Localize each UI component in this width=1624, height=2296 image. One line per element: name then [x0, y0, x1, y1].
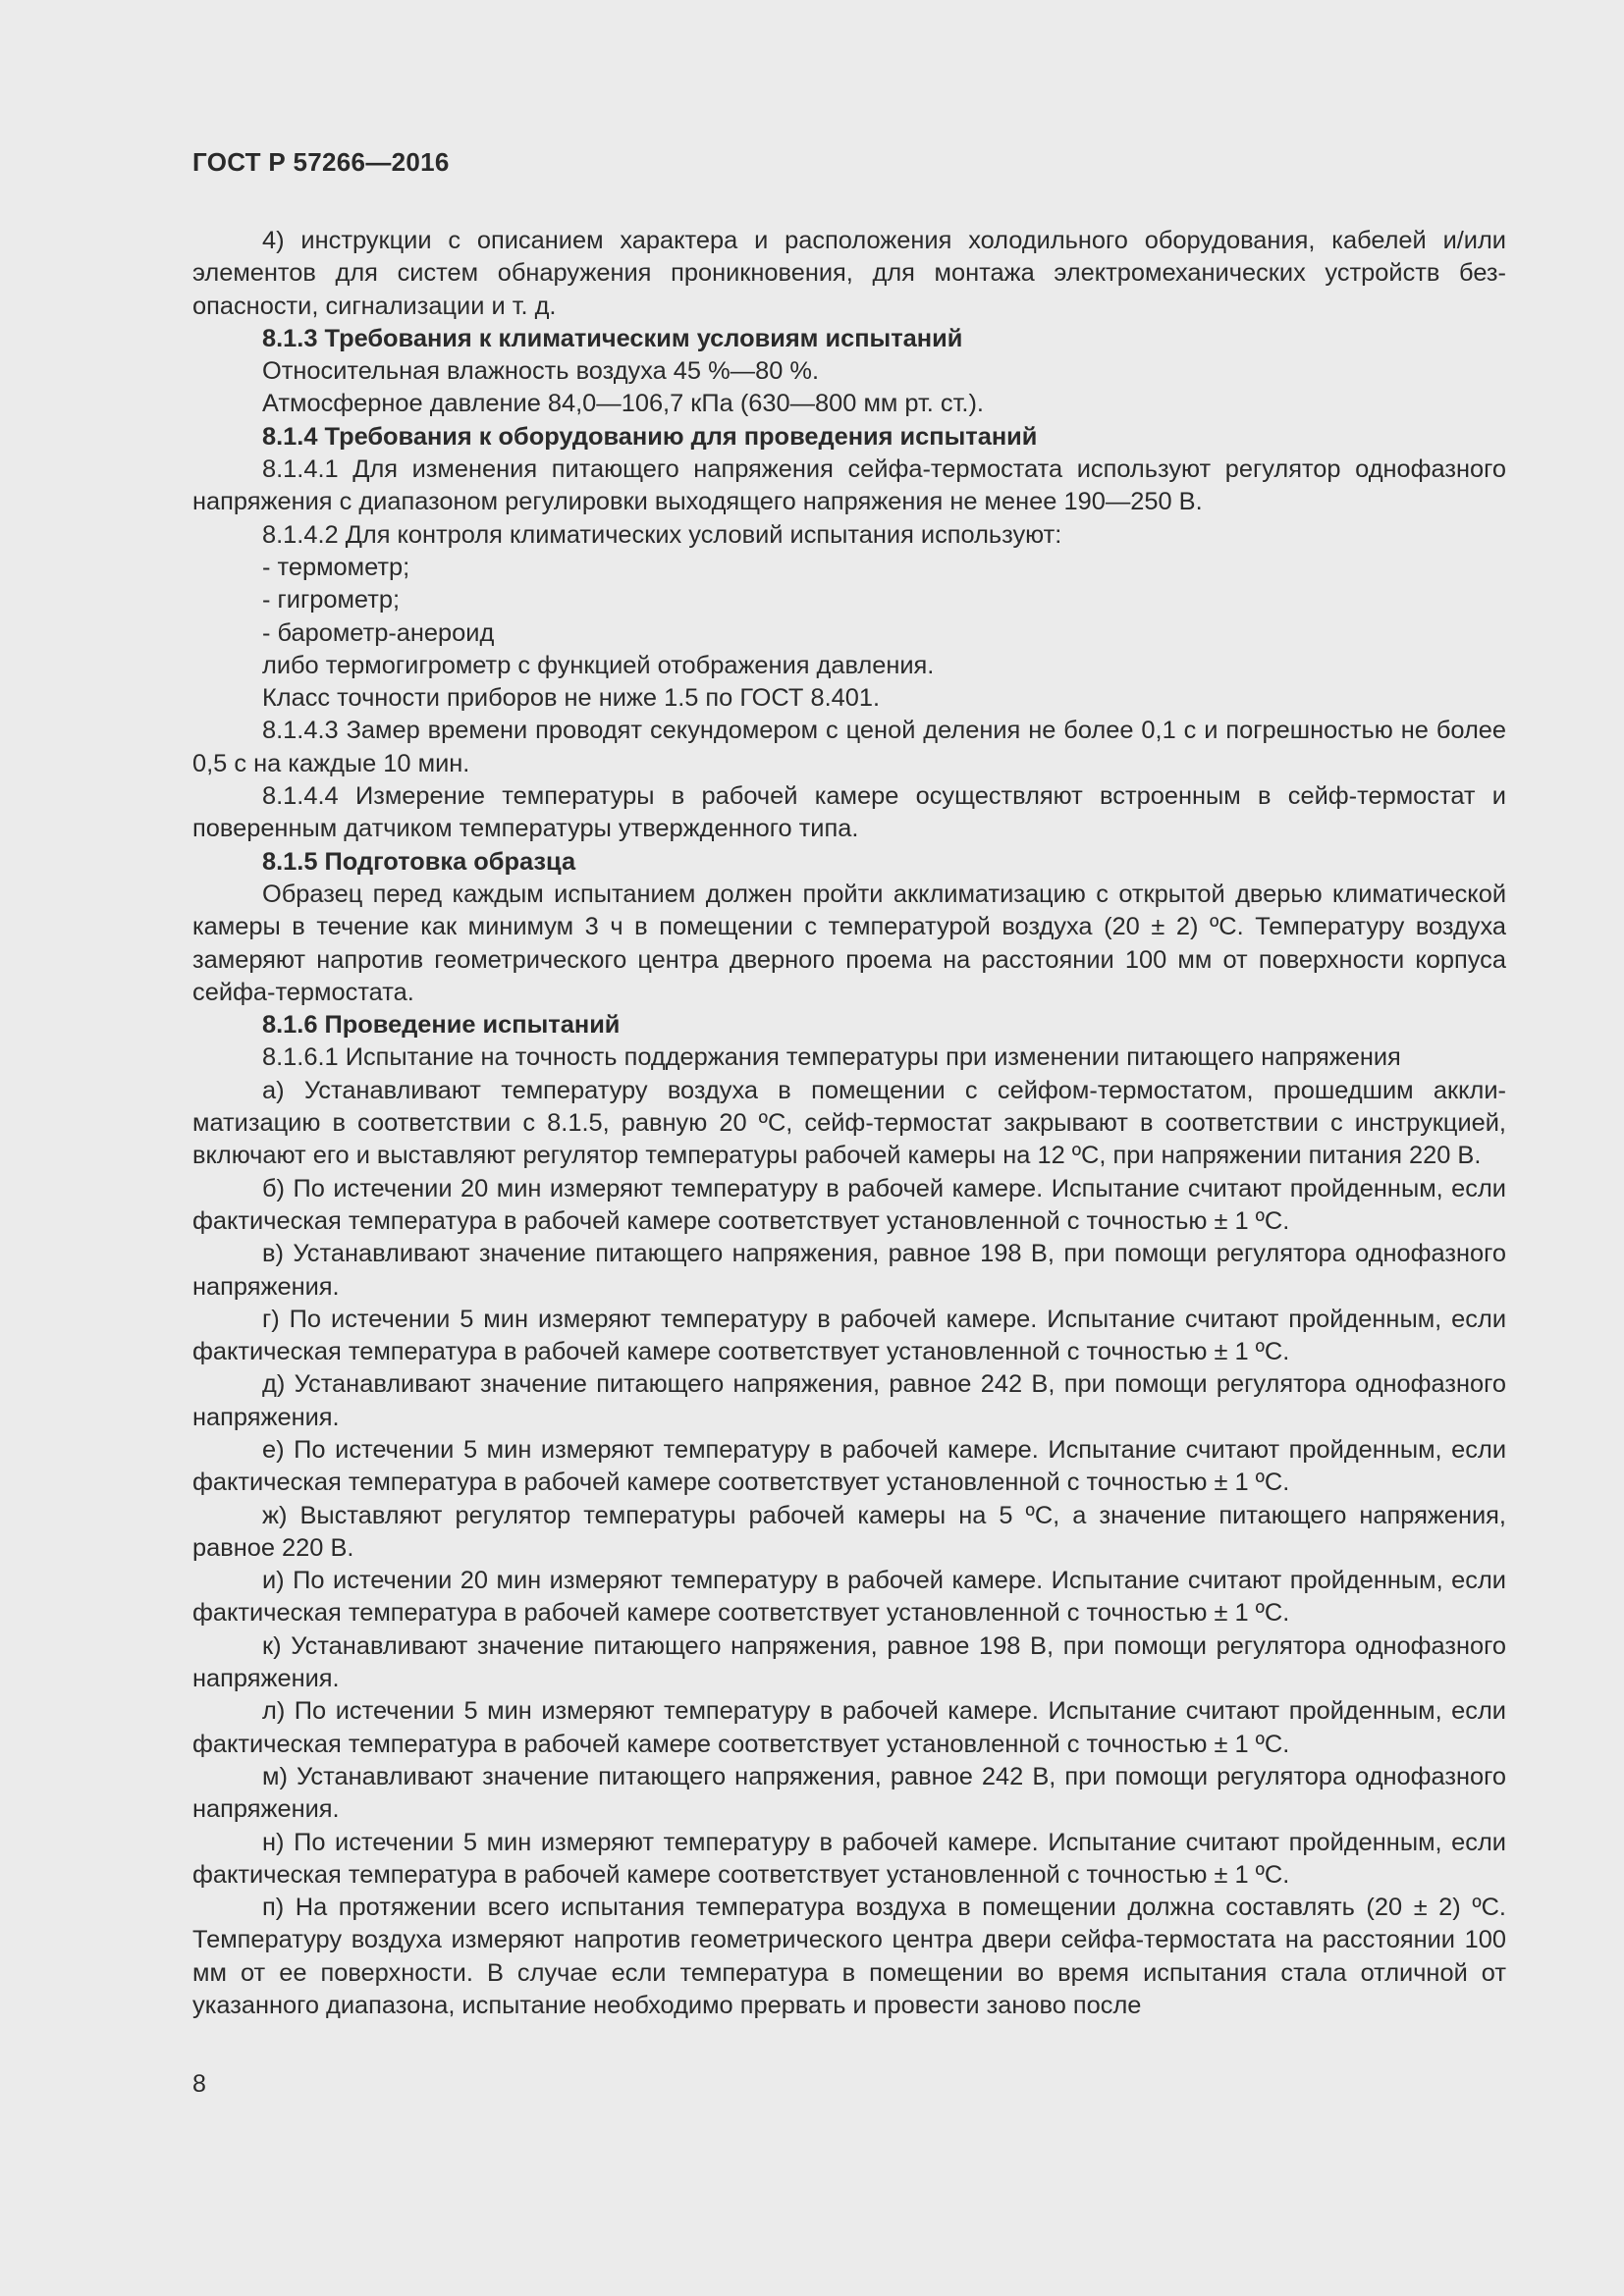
section-heading: 8.1.3 Требования к климатическим условиям испытаний	[262, 324, 963, 352]
paragraph: м) Устанавливают значение питающего напряжения, равное 242 В, при помощи регулятора однофазного напряжения.	[192, 1762, 1506, 1824]
document-body	[192, 225, 1506, 2022]
paragraph: к) Устанавливают значение питающего напряжения, равное 198 В, при помощи регулятора однофазного напряжения.	[192, 1631, 1506, 1693]
list-item: - гигрометр;	[262, 586, 400, 614]
paragraph: г) По истечении 5 мин измеряют температуру в рабочей камере. Испытание считают пройденным, если фактическая температура в рабочей камере соответствует установленной с точностью ± 1 ºС.	[192, 1305, 1506, 1366]
paragraph: б) По истечении 20 мин измеряют температуру в рабочей камере. Испытание считают пройденным, если фактическая температура в рабочей камере соответствует установленной с точностью ± 1 ºС.	[192, 1174, 1506, 1235]
paragraph: Образец перед каждым испытанием должен пройти акклиматизацию с открытой дверью климатической камеры в течение как минимум 3 ч в помещении с температурой воздуха (20 ± 2) ºС. Температуру воздуха замеряют напротив геометрического центра дверного проема на расстоянии 100 мм от поверхности корпуса сейфа-термостата.	[192, 880, 1506, 1006]
paragraph: Относительная влажность воздуха 45 %—80 %.	[262, 357, 819, 386]
paragraph: либо термогигрометр с функцией отображения давления.	[262, 651, 935, 679]
paragraph: п) На протяжении всего испытания температура воздуха в помещении должна составлять (20 ± 2) ºС. Температуру воздуха измеряют напротив геометрического центра двери сейфа-термостата на расстоянии 100 мм от ее поверхности. В случае если температура в помещении во время испытания стала отличной от указанного диапазона, испытание необходимо прервать и провести заново после	[192, 1894, 1506, 2020]
paragraph: ж) Выставляют регулятор температуры рабочей камеры на 5 ºС, а значение питающего напряжения, равное 220 В.	[192, 1501, 1506, 1562]
paragraph: и) По истечении 20 мин измеряют температуру в рабочей камере. Испытание считают пройденным, если фактическая температура в рабочей камере соответствует установленной с точностью ± 1 ºС.	[192, 1567, 1506, 1628]
paragraph: 8.1.4.4 Измерение температуры в рабочей камере осуществляют встроенным в сейф-термостат и поверенным датчиком температуры утвержденного типа.	[192, 782, 1506, 843]
paragraph: 8.1.4.1 Для изменения питающего напряжения сейфа-термостата используют регулятор однофазного напряжения с диапазоном регулировки выходящего напряжения не менее 190—250 В.	[192, 455, 1506, 516]
section-heading: 8.1.6 Проведение испытаний	[262, 1011, 621, 1040]
section-heading: 8.1.4 Требования к оборудованию для проведения испытаний	[262, 422, 1038, 451]
page-number: 8	[192, 2070, 206, 2098]
paragraph: 8.1.4.2 Для контроля климатических условий испытания используют:	[262, 520, 1062, 549]
paragraph: 8.1.4.3 Замер времени проводят секундомером с ценой деления не более 0,1 с и погрешностью не более 0,5 с на каждые 10 мин.	[192, 717, 1506, 777]
paragraph: н) По истечении 5 мин измеряют температуру в рабочей камере. Испытание считают пройденным, если фактическая температура в рабочей камере соответствует установленной с точностью ± 1 ºС.	[192, 1828, 1506, 1889]
list-item: - термометр;	[262, 553, 410, 581]
paragraph: 4) инструкции с описанием характера и расположения холодильного оборудования, кабелей и/или элементов для систем обнаружения проникновения, для монтажа электромеханических устройств безопасности, сигнализации и т. д.	[192, 227, 1506, 320]
section-heading: 8.1.5 Подготовка образца	[262, 847, 576, 876]
paragraph: Класс точности приборов не ниже 1.5 по ГОСТ 8.401.	[262, 684, 881, 713]
document-code-header: ГОСТ Р 57266—2016	[192, 147, 450, 177]
paragraph: Атмосферное давление 84,0—106,7 кПа (630—800 мм рт. ст.).	[262, 390, 984, 418]
list-item: - барометр-анероид	[262, 618, 495, 647]
paragraph: в) Устанавливают значение питающего напряжения, равное 198 В, при помощи регулятора однофазного напряжения.	[192, 1240, 1506, 1301]
paragraph: а) Устанавливают температуру воздуха в помещении с сейфом-термостатом, прошедшим акклиматизацию в соответствии с 8.1.5, равную 20 ºС, сейф-термостат закрывают в соответствии с инструкцией, включают его и выставляют регулятор температуры рабочей камеры на 12 ºС, при напряжении питания 220 В.	[192, 1076, 1506, 1170]
paragraph: л) По истечении 5 мин измеряют температуру в рабочей камере. Испытание считают пройденным, если фактическая температура в рабочей камере соответствует установленной с точностью ± 1 ºС.	[192, 1697, 1506, 1758]
paragraph: д) Устанавливают значение питающего напряжения, равное 242 В, при помощи регулятора однофазного напряжения.	[192, 1370, 1506, 1431]
paragraph: е) По истечении 5 мин измеряют температуру в рабочей камере. Испытание считают пройденным, если фактическая температура в рабочей камере соответствует установленной с точностью ± 1 ºС.	[192, 1435, 1506, 1497]
paragraph: 8.1.6.1 Испытание на точность поддержания температуры при изменении питающего напряжения	[262, 1043, 1401, 1072]
